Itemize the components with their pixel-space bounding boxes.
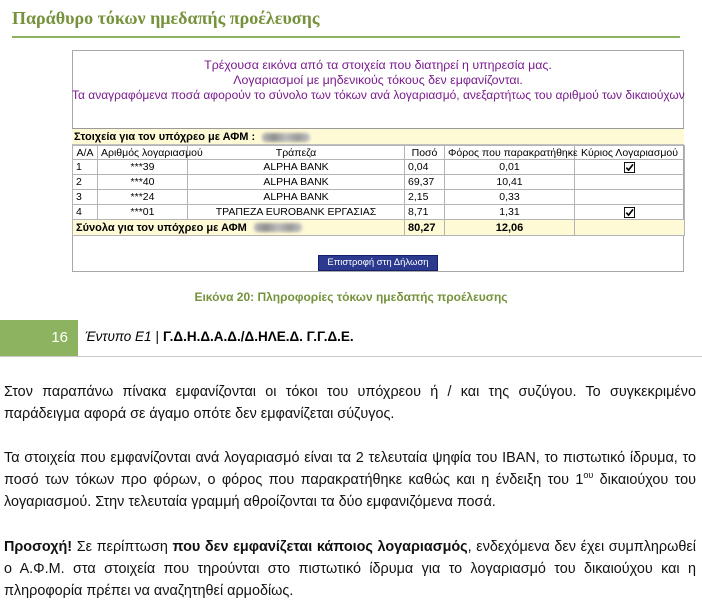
totals-empty [575,220,685,236]
cell-tax: 10,41 [445,175,575,190]
checked-box-icon [624,162,635,173]
notice-line: Λογαριασμοί με μηδενικούς τόκους δεν εμφανίζονται. [233,73,523,87]
taxpayer-label: Στοιχεία για τον υπόχρεο με ΑΦΜ : [74,131,256,143]
notice-block [72,58,684,103]
title-rule [12,36,680,38]
section-title: Παράθυρο τόκων ημεδαπής προέλευσης [12,8,320,28]
cell-tax: 0,33 [445,190,575,205]
cell-bank: ΤΡΑΠΕΖΑ EUROBANK ΕΡΓΑΣΙΑΣ [188,205,405,220]
header-separator: | [155,329,160,344]
cell-aa: 2 [73,175,98,190]
cell-main [575,175,685,190]
warning-lead: Προσοχή! [4,539,73,555]
totals-label-cell [73,220,405,236]
paragraph-2 [4,447,696,513]
figure-caption: Εικόνα 20: Πληροφορίες τόκων ημεδαπής προέλευσης [194,290,508,304]
header-form: Έντυπο Ε1 [85,329,152,344]
cell-account: ***39 [98,160,188,175]
totals-label: Σύνολα για τον υπόχρεο με ΑΦΜ [76,221,247,234]
cell-main [575,205,685,220]
taxpayer-header [72,128,684,145]
col-aa: Α/Α [73,146,98,160]
running-header [85,329,354,344]
cell-aa: 1 [73,160,98,175]
table-row [73,160,685,175]
paragraph-2-text: δικαιούχου του λογαριασμού. Στην τελευταία γραμμή αθροίζονται τα δύο εμφανιζόμενα ποσά. [4,472,696,510]
paragraph-3 [4,536,696,602]
notice-line: Τα αναγραφόμενα ποσά αφορούν το σύνολο των τόκων ανά λογαριασμό, ανεξαρτήτως του αριθμού των δικαιούχων [72,88,685,102]
table-row [73,190,685,205]
paragraph-3-text: Σε περίπτωση [72,539,173,555]
cell-amount: 2,15 [405,190,445,205]
totals-tax: 12,06 [445,220,575,236]
cell-aa: 3 [73,190,98,205]
cell-amount: 0,04 [405,160,445,175]
checked-box-icon [624,207,635,218]
page-number: 16 [0,320,78,356]
accounts-table [72,145,685,236]
col-amount: Ποσό [405,146,445,160]
cell-aa: 4 [73,205,98,220]
col-account: Αριθμός λογαριασμού [98,146,188,160]
table-row [73,205,685,220]
ordinal-suffix: ου [583,470,594,481]
cell-account: ***40 [98,175,188,190]
table-header-row [73,146,685,160]
header-rule [0,356,702,357]
cell-tax: 0,01 [445,160,575,175]
cell-bank: ALPHA BANK [188,190,405,205]
totals-row [73,220,685,236]
col-tax: Φόρος που παρακρατήθηκε [445,146,575,160]
cell-bank: ALPHA BANK [188,160,405,175]
paragraph-3-text: , ενδεχόμενα δεν έχει συμπληρωθεί ο Α.Φ.Μ. στα στοιχεία που τηρούνται στο πιστωτικό ίδρυμα για το λογαριασμό του δικαιούχου και η πληροφορία πρέπει να αναζητηθεί αρμοδίως. [4,539,696,599]
col-bank: Τράπεζα [188,146,405,160]
notice-line: Τρέχουσα εικόνα από τα στοιχεία που διατηρεί η υπηρεσία μας. [204,58,552,72]
cell-amount: 69,37 [405,175,445,190]
col-main: Κύριος Λογαριασμού [575,146,685,160]
cell-account: ***01 [98,205,188,220]
redacted-afm [262,133,310,142]
cell-account: ***24 [98,190,188,205]
cell-main [575,190,685,205]
cell-amount: 8,71 [405,205,445,220]
paragraph-2-text: Τα στοιχεία που εμφανίζονται ανά λογαριασμό είναι τα 2 τελευταία ψηφία του IBAN, το πιστωτικό ίδρυμα, το ποσό των τόκων προ φόρων, ο φόρος που παρακρατήθηκε καθώς και η ένδειξη του 1 [4,450,696,488]
table-row [73,175,685,190]
cell-bank: ALPHA BANK [188,175,405,190]
paragraph-3-emphasis: που δεν εμφανίζεται κάποιος λογαριασμός [172,539,468,555]
cell-tax: 1,31 [445,205,575,220]
return-to-declaration-button[interactable]: Επιστροφή στη Δήλωση [318,255,438,271]
paragraph-1: Στον παραπάνω πίνακα εμφανίζονται οι τόκοι του υπόχρεου ή / και της συζύγου. Το συγκεκριμένο παράδειγμα αφορά σε άγαμο οπότε δεν εμφανίζεται σύζυγος. [4,384,696,422]
redacted-afm [254,223,302,232]
totals-amount: 80,27 [405,220,445,236]
header-department: Γ.Δ.Η.Δ.Α.Δ./Δ.ΗΛΕ.Δ. Γ.Γ.Δ.Ε. [163,329,354,344]
cell-main [575,160,685,175]
